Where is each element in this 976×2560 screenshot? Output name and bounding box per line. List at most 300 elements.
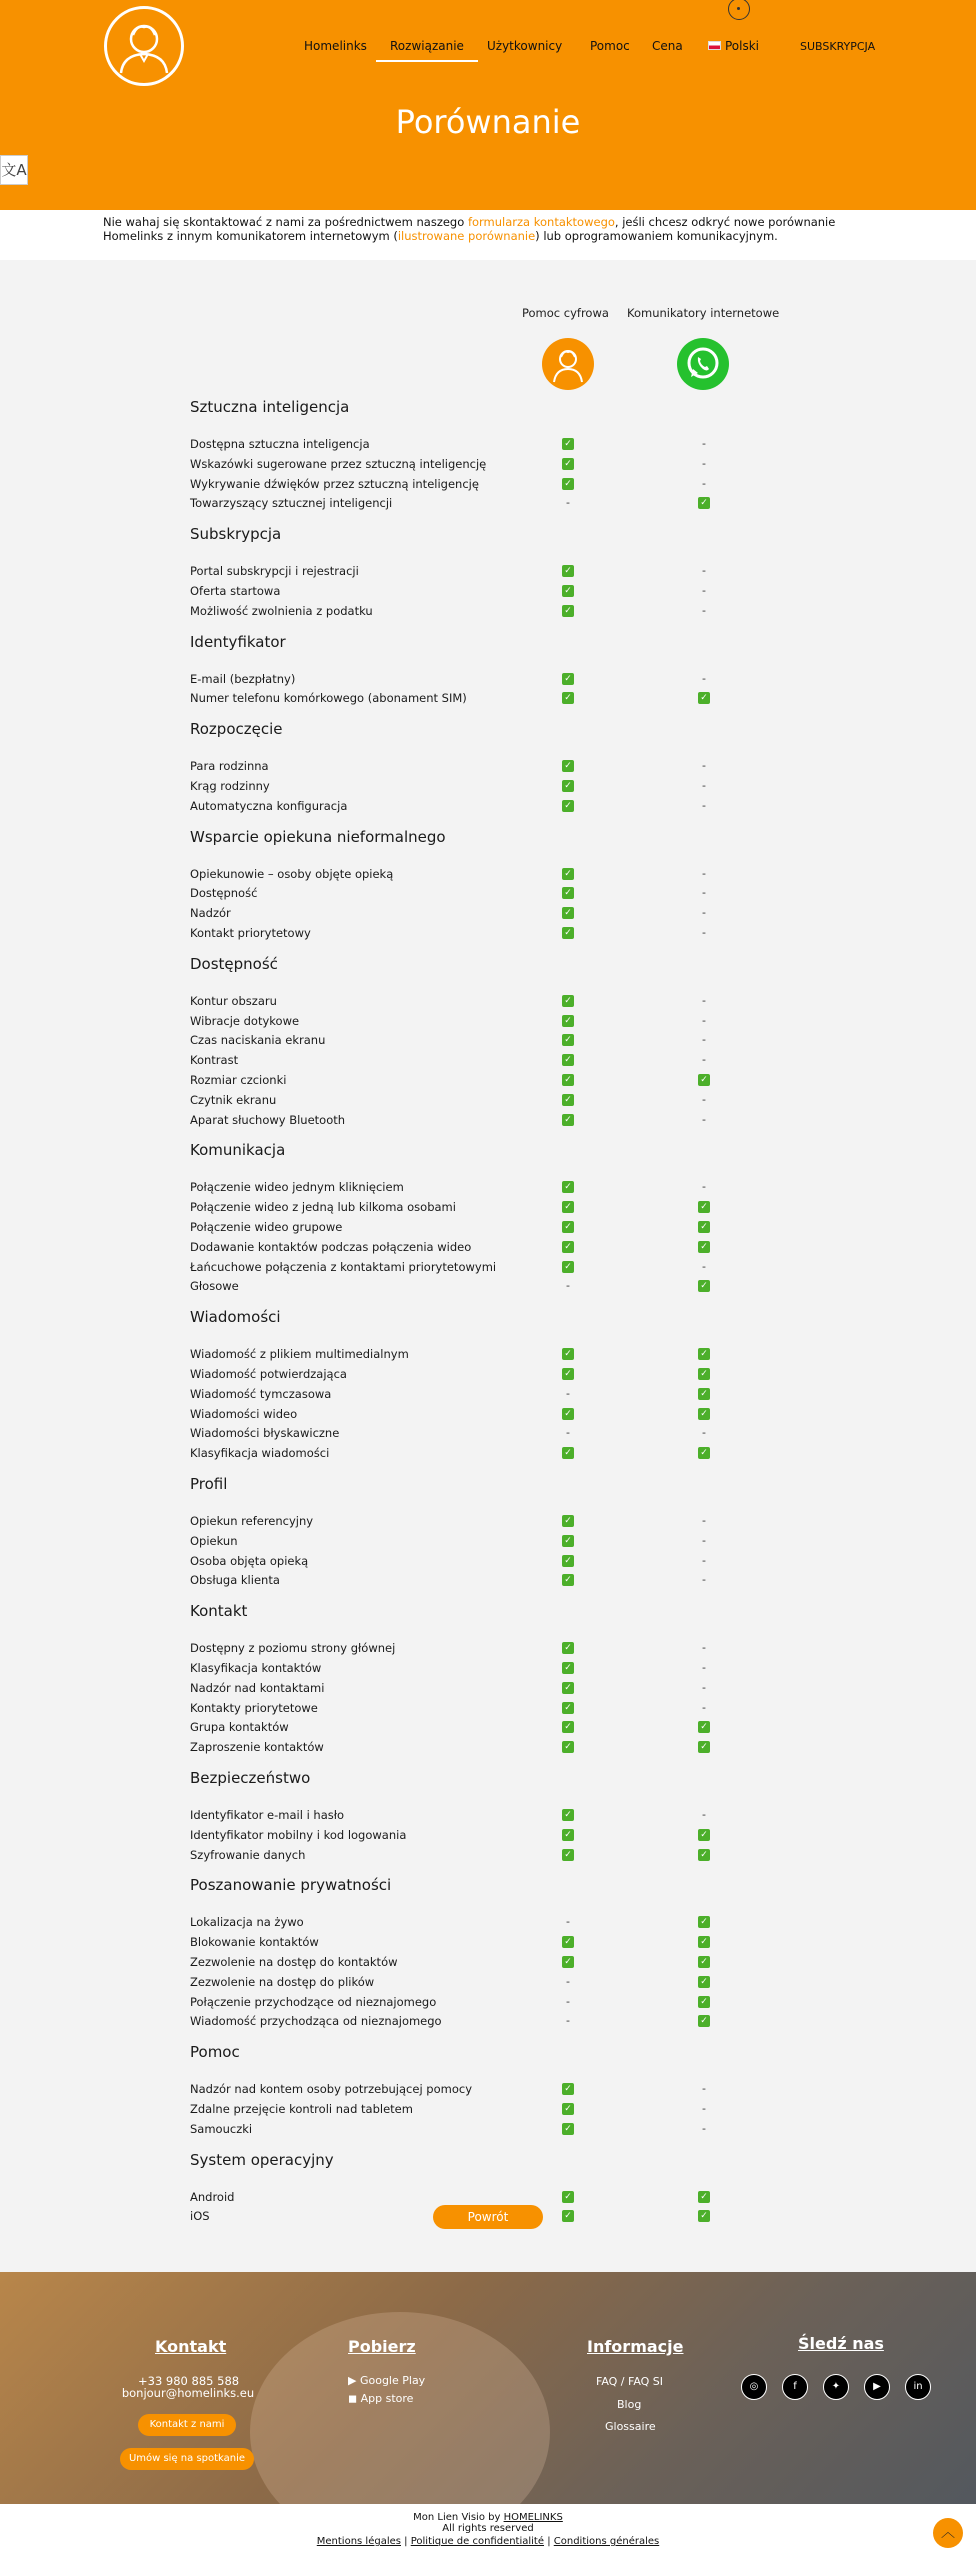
back-button[interactable]: Powrót [433, 2205, 543, 2229]
play-icon: ▶ [348, 2374, 360, 2387]
section-title: Wsparcie opiekuna nieformalnego [190, 827, 446, 846]
table-row [190, 1513, 750, 1531]
table-row [190, 476, 750, 494]
check-icon: ✓ [562, 1261, 574, 1273]
table-row [190, 1572, 750, 1590]
feature-label: Lokalizacja na żywo [190, 1915, 304, 1930]
check-icon: ✓ [698, 1074, 710, 1086]
table-row [190, 1259, 750, 1277]
dash-mark: - [566, 2014, 570, 2028]
app-store-link[interactable]: ◼ App store [348, 2392, 414, 2405]
table-row [190, 1553, 750, 1571]
check-icon: ✓ [562, 1094, 574, 1106]
check-icon: ✓ [562, 2191, 574, 2203]
table-row [190, 1914, 750, 1932]
check-icon: ✓ [698, 1368, 710, 1380]
table-row [190, 1719, 750, 1737]
table-row [190, 758, 750, 776]
footer-follow-title: Śledź nas [798, 2334, 884, 2353]
check-icon: ✓ [562, 887, 574, 899]
table-row [190, 671, 750, 689]
table-row [190, 1739, 750, 1757]
dash-mark: - [702, 1533, 706, 1547]
check-icon: ✓ [562, 1849, 574, 1861]
feature-label: Krąg rodzinny [190, 779, 270, 793]
table-row [190, 690, 750, 708]
check-icon: ✓ [562, 927, 574, 939]
table-row [190, 925, 750, 943]
check-icon: ✓ [562, 2210, 574, 2222]
feature-label: Połączenie przychodzące od nieznajomego [190, 1994, 437, 2009]
dash-mark: - [702, 1808, 706, 1821]
dash-mark: - [702, 1259, 706, 1273]
check-icon: ✓ [562, 1555, 574, 1567]
blog-link[interactable]: Blog [617, 2398, 642, 2411]
feature-label: Nadzór [190, 906, 231, 921]
dash-mark: - [702, 1112, 706, 1126]
table-row [190, 1640, 750, 1658]
dash-mark: - [566, 1915, 570, 1929]
section-title: Profil [190, 1475, 228, 1493]
contact-us-button[interactable]: Kontakt z nami [138, 2414, 236, 2436]
dash-mark: - [702, 1553, 706, 1567]
terms-link[interactable]: Conditions générales [553, 2536, 660, 2547]
feature-label: Numer telefonu komórkowego (abonament SIM) [190, 691, 467, 706]
dash-mark: - [702, 1514, 706, 1527]
check-icon: ✓ [698, 1408, 710, 1420]
dash-mark: - [702, 564, 706, 578]
check-icon: ✓ [562, 478, 574, 490]
table-row [190, 885, 750, 903]
dash-mark: - [566, 496, 570, 510]
table-row [190, 563, 750, 581]
dash-mark: - [702, 476, 706, 490]
check-icon: ✓ [698, 1221, 710, 1233]
dash-mark: - [702, 1033, 706, 1047]
feature-label: Głosowe [190, 1279, 239, 1294]
table-row [190, 1366, 750, 1384]
chevron-up-icon: ︿ [941, 2525, 955, 2541]
check-icon: ✓ [562, 1054, 574, 1066]
table-row [190, 2013, 750, 2031]
check-icon: ✓ [698, 1829, 710, 1841]
section-title: Dostępność [190, 954, 278, 973]
feature-label: Zaproszenie kontaktów [190, 1740, 324, 1755]
section-title: Identyfikator [190, 632, 286, 651]
check-icon: ✓ [698, 1388, 710, 1400]
feature-label: Nadzór nad kontem osoby potrzebującej pomocy [190, 2082, 473, 2097]
check-icon: ✓ [562, 1034, 574, 1046]
check-icon: ✓ [562, 1241, 574, 1253]
dash-mark: - [702, 1641, 706, 1655]
check-icon: ✓ [698, 1996, 710, 2008]
bottom-bar [0, 2504, 976, 2560]
dash-mark: - [702, 1680, 706, 1694]
feature-label: Identyfikator e-mail i hasło [190, 1808, 345, 1822]
feature-label: Identyfikator mobilny i kod logowania [190, 1827, 407, 1842]
check-icon: ✓ [562, 1741, 574, 1753]
dash-mark: - [702, 759, 706, 773]
check-icon: ✓ [698, 1241, 710, 1253]
dash-mark: - [566, 1386, 570, 1400]
check-icon: ✓ [562, 800, 574, 812]
check-icon: ✓ [562, 605, 574, 617]
glossary-link[interactable]: Glossaire [605, 2420, 656, 2433]
footer-download-title: Pobierz [348, 2337, 416, 2356]
dash-mark: - [566, 1974, 570, 1988]
feature-label: Oferta startowa [190, 584, 281, 598]
feature-label: Szyfrowanie danych [190, 1847, 306, 1862]
feature-label: Czytnik ekranu [190, 1092, 277, 1107]
dash-mark: - [702, 1013, 706, 1027]
contact-form-link[interactable]: formularza kontaktowego [467, 215, 615, 229]
google-play-link[interactable]: ▶ Google Play [348, 2374, 426, 2387]
feature-label: Kontakty priorytetowe [190, 1700, 318, 1715]
table-row [190, 1425, 750, 1443]
table-row [190, 1112, 750, 1130]
dash-mark: - [702, 1661, 706, 1674]
check-icon: ✓ [562, 692, 574, 704]
check-icon: ✓ [562, 458, 574, 470]
polish-flag-icon [708, 41, 721, 50]
check-icon: ✓ [562, 1829, 574, 1841]
dash-mark: - [702, 798, 706, 812]
table-row [190, 1032, 750, 1050]
feature-label: Towarzyszący sztucznej inteligencji [190, 496, 393, 511]
check-icon: ✓ [562, 1809, 574, 1821]
column-header-digital-help: Pomoc cyfrowa [522, 306, 609, 320]
dash-mark: - [566, 1279, 570, 1293]
feature-label: Czas naciskania ekranu [190, 1033, 326, 1048]
check-icon: ✓ [698, 692, 710, 704]
check-icon: ✓ [562, 1348, 574, 1360]
check-icon: ✓ [562, 1702, 574, 1714]
check-icon: ✓ [562, 1074, 574, 1086]
feature-label: Samouczki [190, 2121, 253, 2136]
check-icon: ✓ [562, 1447, 574, 1459]
table-row [190, 1346, 750, 1364]
table-row [190, 2101, 750, 2119]
check-icon: ✓ [698, 1956, 710, 1968]
table-row [190, 1239, 750, 1257]
dash-mark: - [702, 1053, 706, 1067]
apple-icon: ◼ [348, 2392, 361, 2405]
table-row [190, 1445, 750, 1463]
table-row [190, 495, 750, 513]
section-title: Wiadomości [190, 1308, 281, 1327]
feature-label: Rozmiar czcionki [190, 1073, 287, 1087]
feature-label: Połączenie wideo grupowe [190, 1220, 343, 1234]
page-title: Porównanie [395, 103, 581, 141]
check-icon: ✓ [562, 868, 574, 880]
legal-links: Mentions légales | Politique de confidentialité | Conditions générales [316, 2536, 660, 2547]
feature-label: Zezwolenie na dostęp do plików [190, 1974, 375, 1989]
table-row [190, 1700, 750, 1718]
table-row [190, 1994, 750, 2012]
nav-uzytkownicy[interactable]: Użytkownicy [487, 39, 563, 53]
dash-mark: - [702, 2102, 706, 2115]
footer-phone[interactable]: +33 980 885 588 [138, 2374, 240, 2388]
dash-mark: - [702, 671, 706, 685]
table-row [190, 1934, 750, 1952]
book-meeting-button[interactable]: Umów się na spotkanie [120, 2448, 254, 2470]
feature-label: Opiekun [190, 1533, 238, 1548]
check-icon: ✓ [698, 1849, 710, 1861]
table-row [190, 603, 750, 621]
nav-pomoc[interactable]: Pomoc [590, 39, 630, 53]
table-row [190, 778, 750, 796]
table-row [190, 1827, 750, 1845]
table-row [190, 1092, 750, 1110]
table-row [190, 2189, 750, 2207]
table-row [190, 1680, 750, 1698]
feature-label: Zdalne przejęcie kontroli nad tabletem [190, 2102, 413, 2116]
feature-label: iOS [190, 2209, 210, 2224]
check-icon: ✓ [562, 1682, 574, 1694]
feature-label: Dostępność [190, 886, 258, 901]
table-row [190, 1406, 750, 1424]
table-row [190, 1179, 750, 1197]
feature-label: Aparat słuchowy Bluetooth [190, 1112, 346, 1127]
table-row [190, 2081, 750, 2099]
check-icon: ✓ [562, 1662, 574, 1674]
check-icon: ✓ [698, 1936, 710, 1948]
feature-label: Połączenie wideo jednym kliknięciem [190, 1180, 404, 1195]
section-title: Komunikacja [190, 1141, 286, 1160]
dash-mark: - [566, 1994, 570, 2008]
check-icon: ✓ [562, 1015, 574, 1027]
table-row [190, 583, 750, 601]
dash-mark: - [702, 906, 706, 920]
feature-label: Osoba objęta opieką [190, 1553, 309, 1568]
table-row [190, 1660, 750, 1678]
check-icon: ✓ [562, 1956, 574, 1968]
check-icon: ✓ [562, 995, 574, 1007]
feature-label: Połączenie wideo z jedną lub kilkoma osobami [190, 1200, 456, 1215]
feature-label: Blokowanie kontaktów [190, 1935, 319, 1950]
dash-mark: - [702, 603, 706, 617]
check-icon: ✓ [562, 2083, 574, 2095]
check-icon: ✓ [562, 1574, 574, 1586]
feature-label: Obsługa klienta [190, 1573, 280, 1588]
linkedin-icon[interactable]: in [905, 2374, 931, 2400]
check-icon: ✓ [698, 1721, 710, 1733]
dash-mark: - [702, 2082, 706, 2096]
section-title: Kontakt [190, 1602, 248, 1621]
dash-mark: - [702, 1573, 706, 1587]
table-row [190, 1013, 750, 1031]
feature-label: E-mail (bezpłatny) [190, 671, 296, 686]
illustrated-comparison-link[interactable]: ilustrowane porównanie [397, 229, 536, 243]
nav-homelinks[interactable]: Homelinks [304, 39, 367, 53]
check-icon: ✓ [562, 1114, 574, 1126]
table-row [190, 1278, 750, 1296]
check-icon: ✓ [698, 1280, 710, 1292]
dash-mark: - [702, 926, 706, 939]
table-row [190, 1533, 750, 1551]
check-icon: ✓ [562, 1721, 574, 1733]
feature-label: Możliwość zwolnienia z podatku [190, 603, 373, 618]
scroll-top-button[interactable] [933, 2518, 963, 2548]
check-icon: ✓ [562, 1535, 574, 1547]
section-title: Bezpieczeństwo [190, 1769, 311, 1787]
dash-mark: - [702, 1700, 706, 1714]
table-row [190, 1219, 750, 1237]
dash-mark: - [702, 993, 706, 1007]
check-icon: ✓ [562, 438, 574, 450]
dash-mark: - [566, 1426, 570, 1440]
check-icon: ✓ [562, 1515, 574, 1527]
check-icon: ✓ [562, 907, 574, 919]
check-icon: ✓ [698, 1916, 710, 1928]
feature-label: Zezwolenie na dostęp do kontaktów [190, 1955, 398, 1969]
table-row [190, 1847, 750, 1865]
privacy-policy-link[interactable]: Politique de confidentialité [410, 2536, 545, 2547]
section-title: Sztuczna inteligencja [190, 398, 350, 416]
instagram-icon[interactable]: ◎ [741, 2374, 767, 2400]
check-icon: ✓ [562, 2103, 574, 2115]
hero-header [0, 0, 976, 210]
table-row [190, 2121, 750, 2139]
check-icon: ✓ [562, 780, 574, 792]
footer-contact-title: Kontakt [155, 2337, 227, 2356]
homelinks-credit-link[interactable]: HOMELINKS [503, 2512, 563, 2523]
rights-line: All rights reserved [442, 2523, 534, 2534]
check-icon: ✓ [698, 2015, 710, 2027]
legal-mentions-link[interactable]: Mentions légales [316, 2536, 401, 2547]
feature-label: Dodawanie kontaktów podczas połączenia wideo [190, 1239, 472, 1254]
section-title: Pomoc [190, 2043, 240, 2062]
feature-label: Dostępny z poziomu strony głównej [190, 1641, 396, 1656]
check-icon: ✓ [698, 1447, 710, 1459]
table-row [190, 866, 750, 884]
facebook-icon[interactable]: f [782, 2374, 808, 2400]
check-icon: ✓ [562, 760, 574, 772]
check-icon: ✓ [562, 565, 574, 577]
feature-label: Wiadomość tymczasowa [190, 1386, 332, 1401]
table-row [190, 456, 750, 474]
nav-rozwiazanie[interactable]: Rozwiązanie [390, 39, 464, 53]
table-row [190, 1974, 750, 1992]
table-row [190, 1072, 750, 1090]
check-icon: ✓ [698, 2191, 710, 2203]
dash-mark: - [702, 1092, 706, 1106]
check-icon: ✓ [562, 1408, 574, 1420]
feature-label: Opiekunowie – osoby objęte opieką [190, 866, 394, 881]
section-title: System operacyjny [190, 2150, 334, 2169]
faq-link[interactable]: FAQ / FAQ SI [596, 2375, 664, 2388]
dash-mark: - [702, 886, 706, 900]
dash-mark: - [702, 456, 706, 470]
table-row [190, 993, 750, 1011]
dash-mark: - [702, 866, 706, 880]
feature-label: Wiadomość potwierdzająca [190, 1367, 347, 1381]
feature-label: Wiadomości wideo [190, 1406, 298, 1421]
clock-icon[interactable] [728, 0, 750, 20]
table-row [190, 1199, 750, 1217]
feature-label: Wskazówki sugerowane przez sztuczną inteligencję [190, 456, 487, 471]
translate-icon[interactable]: 文A [0, 155, 28, 185]
feature-label: Android [190, 2189, 235, 2204]
table-row [190, 1052, 750, 1070]
nav-cena[interactable]: Cena [652, 39, 683, 53]
nav-language[interactable]: Polski [708, 38, 759, 54]
check-icon: ✓ [562, 673, 574, 685]
table-row [190, 1954, 750, 1972]
check-icon: ✓ [562, 1221, 574, 1233]
table-row [190, 1807, 750, 1825]
check-icon: ✓ [562, 1642, 574, 1654]
credits-line: Mon Lien Visio by HOMELINKS [413, 2512, 563, 2523]
table-row [190, 436, 750, 454]
feature-label: Wiadomość przychodząca od nieznajomego [190, 2014, 442, 2029]
dash-mark: - [702, 437, 706, 450]
feature-label: Para rodzinna [190, 759, 269, 774]
feature-label: Automatyczna konfiguracja [190, 798, 348, 813]
dash-mark: - [702, 584, 706, 597]
check-icon: ✓ [562, 1368, 574, 1380]
dash-mark: - [702, 1180, 706, 1194]
check-icon: ✓ [562, 1181, 574, 1193]
footer-info-title: Informacje [587, 2337, 684, 2356]
dash-mark: - [702, 779, 706, 792]
twitter-icon[interactable]: ✦ [823, 2374, 849, 2400]
table-row [190, 905, 750, 923]
check-icon: ✓ [698, 2210, 710, 2222]
feature-label: Klasyfikacja kontaktów [190, 1661, 322, 1675]
table-row [190, 1386, 750, 1404]
check-icon: ✓ [698, 1348, 710, 1360]
feature-label: Łańcuchowe połączenia z kontaktami priorytetowymi [190, 1259, 497, 1274]
youtube-icon[interactable]: ▶ [864, 2374, 890, 2400]
feature-label: Opiekun referencyjny [190, 1514, 314, 1528]
section-title: Rozpoczęcie [190, 720, 283, 739]
feature-label: Wibracje dotykowe [190, 1013, 300, 1028]
check-icon: ✓ [562, 2123, 574, 2135]
feature-label: Kontur obszaru [190, 993, 277, 1008]
check-icon: ✓ [698, 497, 710, 509]
check-icon: ✓ [698, 1741, 710, 1753]
intro-banner [0, 210, 976, 260]
feature-label: Grupa kontaktów [190, 1720, 289, 1735]
feature-label: Wiadomość z plikiem multimedialnym [190, 1347, 409, 1362]
section-title: Poszanowanie prywatności [190, 1876, 392, 1895]
dash-mark: - [702, 2121, 706, 2135]
check-icon: ✓ [562, 585, 574, 597]
check-icon: ✓ [562, 1201, 574, 1213]
whatsapp-icon [677, 338, 729, 390]
footer-email[interactable]: bonjour@homelinks.eu [121, 2386, 255, 2400]
feature-label: Portal subskrypcji i rejestracji [190, 564, 359, 579]
section-title: Subskrypcja [190, 525, 282, 544]
intro-text: Nie wahaj się skontaktować z nami za pośrednictwem naszego formularza kontaktowego, jeśli chcesz odkryć nowe porównanie Homelinks z innym komunikatorem internetowym (ilustrowane porównanie) lub oprogramowaniem komunikacyjnym. [103, 215, 836, 243]
feature-label: Wykrywanie dźwięków przez sztuczną inteligencję [190, 476, 479, 491]
feature-label: Dostępna sztuczna inteligencja [190, 437, 370, 451]
check-icon: ✓ [698, 1201, 710, 1213]
feature-label: Kontrast [190, 1053, 239, 1068]
feature-label: Klasyfikacja wiadomości [190, 1446, 330, 1461]
column-header-messengers: Komunikatory internetowe [627, 306, 780, 320]
subscribe-link[interactable]: SUBSKRYPCJA [800, 40, 876, 53]
table-row [190, 798, 750, 816]
dash-mark: - [702, 1426, 706, 1440]
feature-label: Kontakt priorytetowy [190, 926, 311, 940]
feature-label: Wiadomości błyskawiczne [190, 1426, 340, 1441]
feature-label: Nadzór nad kontaktami [190, 1680, 325, 1695]
homelinks-avatar-icon [542, 338, 594, 390]
check-icon: ✓ [562, 1936, 574, 1948]
check-icon: ✓ [698, 1976, 710, 1988]
